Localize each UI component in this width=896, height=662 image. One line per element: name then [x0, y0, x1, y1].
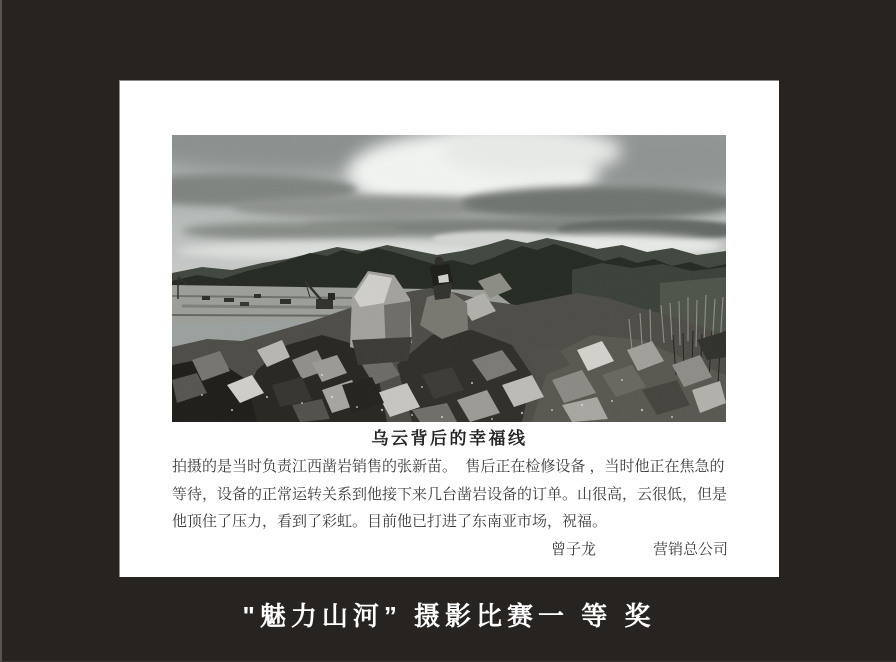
photo-title: 乌云背后的幸福线: [371, 429, 528, 448]
caption-line-1: 拍摄的是当时负责江西凿岩销售的张新苗。 售后正在检修设备 ，当时他正在焦急的: [172, 458, 725, 475]
photo-caption: [172, 453, 740, 536]
award-photo: [172, 135, 726, 422]
award-card: [119, 80, 779, 577]
caption-line-3: 他顶住了压力，看到了彩虹。目前他已打进了东南亚市场，祝福。: [172, 513, 608, 530]
department-name: 营销总公司: [652, 541, 728, 558]
photo-illustration: [172, 135, 726, 422]
photographer-name: 曾子龙: [550, 541, 596, 558]
byline: [172, 538, 728, 559]
award-banner-text: "魅力山河” 摄影比赛一 等 奖: [242, 601, 656, 631]
caption-line-2: 等待，设备的正常运转关系到他接下来几台凿岩设备的订单。山很高，云很低，但是: [172, 485, 728, 503]
